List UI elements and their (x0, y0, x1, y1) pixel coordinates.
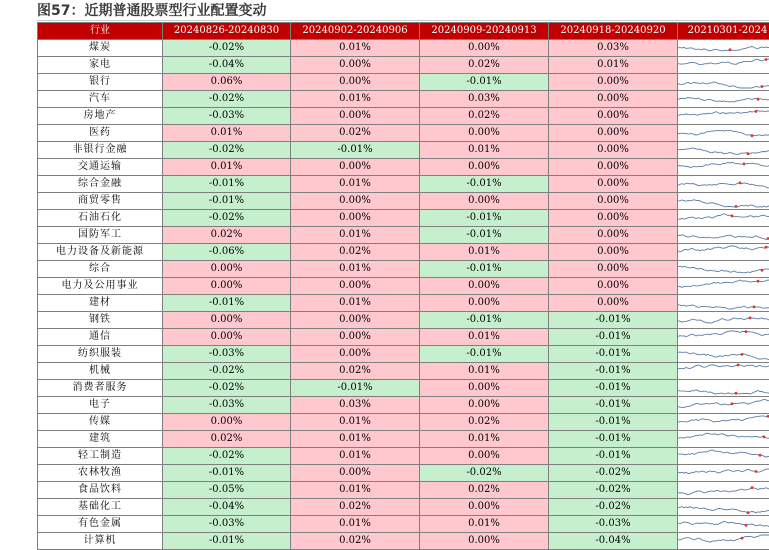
change-cell: 0.00% (420, 380, 549, 397)
change-cell: 0.00% (549, 261, 678, 278)
header-period-4: 20240918-20240920 (549, 23, 678, 40)
table-row (38, 261, 769, 278)
trend-sparkline (678, 295, 769, 312)
change-cell: 0.00% (549, 244, 678, 261)
change-cell: -0.02% (163, 142, 291, 159)
change-cell: -0.02% (163, 40, 291, 57)
change-cell: 0.00% (291, 74, 420, 91)
industry-name: 煤炭 (38, 40, 163, 57)
title-divider (37, 20, 769, 21)
change-cell: -0.01% (549, 329, 678, 346)
trend-sparkline (678, 108, 769, 125)
industry-name: 传媒 (38, 414, 163, 431)
industry-name: 石油石化 (38, 210, 163, 227)
change-cell: 0.00% (163, 278, 291, 295)
change-cell: -0.01% (163, 295, 291, 312)
change-cell: -0.02% (549, 482, 678, 499)
change-cell: -0.01% (420, 227, 549, 244)
industry-name: 建材 (38, 295, 163, 312)
trend-sparkline (678, 176, 769, 193)
industry-name: 国防军工 (38, 227, 163, 244)
table-row (38, 91, 769, 108)
trend-sparkline (678, 431, 769, 448)
trend-sparkline (678, 380, 769, 397)
change-cell: -0.01% (549, 431, 678, 448)
industry-name: 房地产 (38, 108, 163, 125)
change-cell: 0.00% (549, 159, 678, 176)
header-period-2: 20240902-20240906 (291, 23, 420, 40)
change-cell: 0.00% (163, 261, 291, 278)
change-cell: 0.01% (291, 261, 420, 278)
change-cell: 0.00% (163, 312, 291, 329)
change-cell: -0.01% (291, 380, 420, 397)
industry-name: 家电 (38, 57, 163, 74)
change-cell: 0.01% (291, 431, 420, 448)
change-cell: 0.01% (420, 329, 549, 346)
industry-name: 商贸零售 (38, 193, 163, 210)
change-cell: 0.01% (420, 244, 549, 261)
change-cell: 0.00% (291, 57, 420, 74)
change-cell: -0.02% (163, 363, 291, 380)
change-cell: -0.01% (420, 312, 549, 329)
change-cell: -0.01% (163, 193, 291, 210)
table-row (38, 40, 769, 57)
table-row (38, 312, 769, 329)
industry-name: 银行 (38, 74, 163, 91)
change-cell: -0.06% (163, 244, 291, 261)
change-cell: 0.00% (549, 278, 678, 295)
change-cell: -0.04% (163, 57, 291, 74)
change-cell: -0.03% (163, 346, 291, 363)
change-cell: 0.03% (549, 40, 678, 57)
change-cell: 0.00% (549, 193, 678, 210)
change-cell: -0.01% (549, 414, 678, 431)
change-cell: 0.00% (291, 193, 420, 210)
change-cell: 0.00% (549, 176, 678, 193)
industry-name: 汽车 (38, 91, 163, 108)
table-row (38, 142, 769, 159)
change-cell: -0.01% (163, 176, 291, 193)
figure-title: 图57：近期普通股票型行业配置变动 (37, 2, 266, 20)
industry-name: 通信 (38, 329, 163, 346)
change-cell: 0.00% (549, 210, 678, 227)
change-cell: 0.00% (420, 193, 549, 210)
table-body (38, 40, 769, 550)
change-cell: 0.02% (420, 482, 549, 499)
table-row (38, 448, 769, 465)
table-row (38, 380, 769, 397)
table-row (38, 125, 769, 142)
change-cell: -0.02% (163, 91, 291, 108)
change-cell: 0.01% (420, 363, 549, 380)
change-cell: 0.00% (291, 108, 420, 125)
change-cell: 0.00% (420, 448, 549, 465)
change-cell: 0.02% (291, 533, 420, 550)
industry-allocation-table (37, 22, 769, 550)
industry-name: 综合 (38, 261, 163, 278)
change-cell: 0.01% (291, 516, 420, 533)
trend-sparkline (678, 159, 769, 176)
table-row (38, 329, 769, 346)
industry-name: 非银行金融 (38, 142, 163, 159)
change-cell: 0.03% (291, 397, 420, 414)
change-cell: -0.02% (549, 465, 678, 482)
header-trend: 20210301-2024 (678, 23, 769, 40)
change-cell: 0.02% (291, 363, 420, 380)
trend-sparkline (678, 74, 769, 91)
change-cell: -0.01% (549, 380, 678, 397)
table-row (38, 431, 769, 448)
change-cell: -0.03% (163, 516, 291, 533)
change-cell: -0.01% (163, 465, 291, 482)
trend-sparkline (678, 329, 769, 346)
change-cell: -0.01% (549, 312, 678, 329)
change-cell: 0.00% (549, 227, 678, 244)
change-cell: 0.00% (291, 329, 420, 346)
change-cell: 0.01% (291, 295, 420, 312)
industry-name: 有色金属 (38, 516, 163, 533)
trend-sparkline (678, 397, 769, 414)
industry-name: 电力及公用事业 (38, 278, 163, 295)
trend-sparkline (678, 414, 769, 431)
change-cell: 0.00% (549, 295, 678, 312)
header-period-1: 20240826-20240830 (163, 23, 291, 40)
industry-name: 医药 (38, 125, 163, 142)
industry-name: 综合金融 (38, 176, 163, 193)
table-row (38, 244, 769, 261)
industry-name: 电力设备及新能源 (38, 244, 163, 261)
change-cell: 0.00% (163, 329, 291, 346)
table-row (38, 227, 769, 244)
change-cell: 0.02% (291, 499, 420, 516)
change-cell: -0.01% (549, 397, 678, 414)
change-cell: -0.01% (549, 363, 678, 380)
change-cell: -0.02% (549, 499, 678, 516)
table-row (38, 465, 769, 482)
trend-sparkline (678, 125, 769, 142)
change-cell: -0.01% (163, 533, 291, 550)
header-period-3: 20240909-20240913 (420, 23, 549, 40)
change-cell: -0.01% (420, 176, 549, 193)
trend-sparkline (678, 40, 769, 57)
trend-sparkline (678, 57, 769, 74)
change-cell: 0.01% (420, 431, 549, 448)
change-cell: 0.02% (420, 57, 549, 74)
change-cell: 0.06% (163, 74, 291, 91)
change-cell: -0.02% (163, 210, 291, 227)
change-cell: 0.00% (420, 397, 549, 414)
table-row (38, 57, 769, 74)
change-cell: 0.01% (420, 142, 549, 159)
trend-sparkline (678, 91, 769, 108)
trend-sparkline (678, 363, 769, 380)
change-cell: 0.00% (291, 312, 420, 329)
trend-sparkline (678, 465, 769, 482)
change-cell: -0.01% (420, 210, 549, 227)
trend-sparkline (678, 499, 769, 516)
trend-sparkline (678, 516, 769, 533)
change-cell: 0.00% (420, 159, 549, 176)
change-cell: 0.01% (291, 414, 420, 431)
change-cell: -0.01% (420, 74, 549, 91)
change-cell: 0.00% (420, 295, 549, 312)
industry-name: 纺织服装 (38, 346, 163, 363)
change-cell: -0.02% (163, 380, 291, 397)
change-cell: 0.00% (420, 125, 549, 142)
change-cell: 0.01% (291, 227, 420, 244)
change-cell: -0.05% (163, 482, 291, 499)
change-cell: 0.00% (549, 125, 678, 142)
change-cell: 0.00% (420, 533, 549, 550)
trend-sparkline (678, 448, 769, 465)
change-cell: -0.03% (163, 397, 291, 414)
change-cell: -0.04% (549, 533, 678, 550)
trend-sparkline (678, 193, 769, 210)
table-row (38, 193, 769, 210)
trend-sparkline (678, 244, 769, 261)
table-row (38, 159, 769, 176)
change-cell: 0.00% (420, 278, 549, 295)
trend-sparkline (678, 278, 769, 295)
change-cell: -0.01% (420, 346, 549, 363)
change-cell: 0.01% (420, 516, 549, 533)
table-row (38, 482, 769, 499)
table-row (38, 278, 769, 295)
table-row (38, 363, 769, 380)
table-row (38, 346, 769, 363)
industry-name: 钢铁 (38, 312, 163, 329)
change-cell: 0.02% (163, 227, 291, 244)
table-row (38, 414, 769, 431)
table-row (38, 176, 769, 193)
trend-sparkline (678, 142, 769, 159)
table-row (38, 295, 769, 312)
change-cell: 0.00% (291, 159, 420, 176)
trend-sparkline (678, 210, 769, 227)
change-cell: 0.01% (291, 176, 420, 193)
change-cell: 0.00% (549, 142, 678, 159)
change-cell: 0.02% (420, 108, 549, 125)
change-cell: 0.03% (420, 91, 549, 108)
trend-sparkline (678, 312, 769, 329)
industry-name: 机械 (38, 363, 163, 380)
table-row (38, 210, 769, 227)
change-cell: 0.00% (549, 74, 678, 91)
industry-name: 轻工制造 (38, 448, 163, 465)
table-header-row (38, 23, 769, 40)
table-row (38, 499, 769, 516)
change-cell: 0.01% (549, 57, 678, 74)
change-cell: 0.01% (291, 40, 420, 57)
trend-sparkline (678, 261, 769, 278)
industry-name: 计算机 (38, 533, 163, 550)
change-cell: 0.02% (163, 431, 291, 448)
change-cell: 0.00% (291, 278, 420, 295)
change-cell: 0.01% (291, 482, 420, 499)
change-cell: 0.02% (291, 244, 420, 261)
table-row (38, 397, 769, 414)
change-cell: -0.01% (549, 448, 678, 465)
table-row (38, 74, 769, 91)
trend-sparkline (678, 346, 769, 363)
table-row (38, 108, 769, 125)
change-cell: 0.00% (549, 108, 678, 125)
change-cell: -0.02% (163, 448, 291, 465)
industry-name: 电子 (38, 397, 163, 414)
industry-name: 消费者服务 (38, 380, 163, 397)
change-cell: -0.03% (163, 108, 291, 125)
change-cell: 0.00% (291, 210, 420, 227)
change-cell: 0.00% (291, 465, 420, 482)
change-cell: 0.02% (420, 414, 549, 431)
change-cell: 0.00% (420, 40, 549, 57)
table-row (38, 516, 769, 533)
trend-sparkline (678, 482, 769, 499)
trend-sparkline (678, 227, 769, 244)
industry-name: 基础化工 (38, 499, 163, 516)
change-cell: 0.01% (291, 91, 420, 108)
change-cell: -0.01% (420, 261, 549, 278)
header-industry: 行业 (38, 23, 163, 40)
change-cell: 0.00% (291, 346, 420, 363)
change-cell: -0.01% (291, 142, 420, 159)
industry-name: 食品饮料 (38, 482, 163, 499)
change-cell: -0.03% (549, 516, 678, 533)
change-cell: 0.01% (291, 448, 420, 465)
industry-name: 农林牧渔 (38, 465, 163, 482)
change-cell: -0.02% (420, 465, 549, 482)
change-cell: 0.00% (549, 91, 678, 108)
change-cell: 0.02% (291, 125, 420, 142)
industry-name: 建筑 (38, 431, 163, 448)
industry-name: 交通运输 (38, 159, 163, 176)
change-cell: 0.01% (163, 125, 291, 142)
change-cell: 0.00% (420, 499, 549, 516)
change-cell: -0.01% (549, 346, 678, 363)
change-cell: 0.01% (163, 159, 291, 176)
change-cell: 0.00% (163, 414, 291, 431)
change-cell: -0.04% (163, 499, 291, 516)
